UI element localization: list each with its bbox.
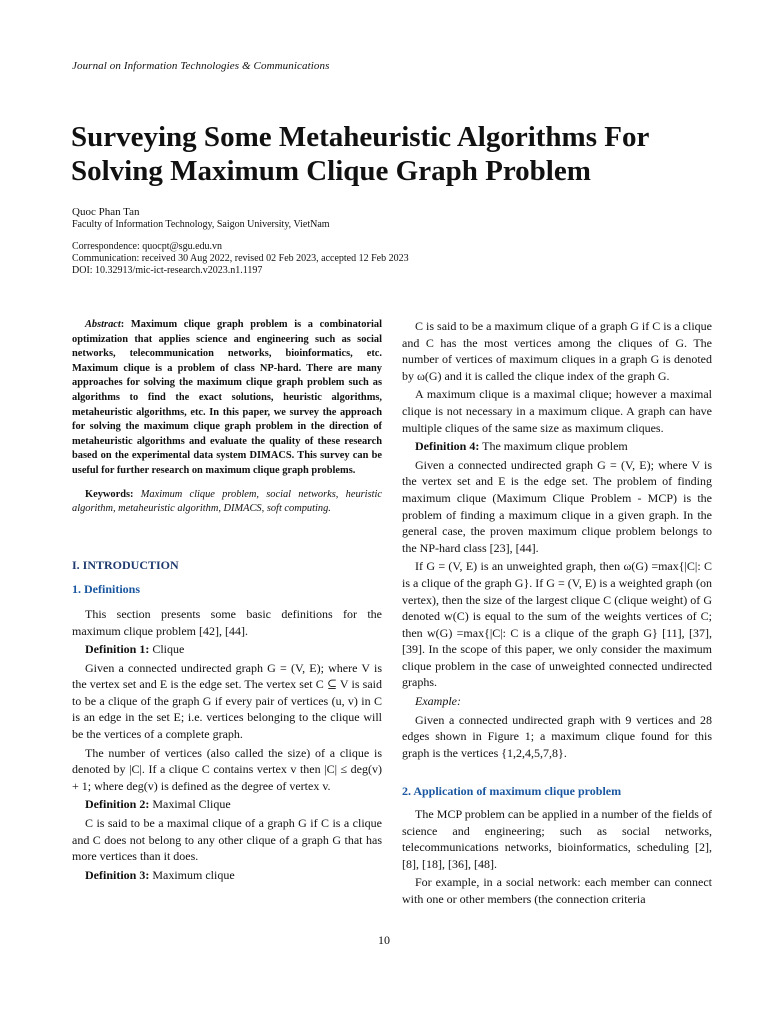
- definition-name: Clique: [152, 642, 185, 657]
- paragraph: For example, in a social network: each member can connect with one or other members (the connection criteria: [402, 875, 712, 906]
- communication-dates: Communication: received 30 Aug 2022, revised 02 Feb 2023, accepted 12 Feb 2023: [72, 253, 409, 264]
- doi: DOI: 10.32913/mic-ict-research.v2023.n1.1197: [72, 265, 263, 276]
- paragraph: C is said to be a maximal clique of a graph G if C is a clique and C does not belong to any other clique of a graph G that has more vertices than it does.: [72, 816, 382, 864]
- abstract: [72, 318, 382, 479]
- keywords: [72, 488, 382, 517]
- abstract-text: : Maximum clique graph problem is a combinatorial optimization that applies science and engineering such as social networks, telecommunication networks, bioinformatics, etc. Maximum clique is a problem of class NP-hard. There are many approaches for solving the maximum clique graph problem such as algorithms to find the exact solutions, heuristic algorithms, metaheuristic algorithms, etc. In this paper, we survey the approach for solving the maximum clique graph problem in the direction of metaheuristic algorithms and evaluate the quality of these research based on the experimental data system DIMACS. This survey can be useful for further research on maximum clique graph problems.: [72, 319, 382, 476]
- left-column: [72, 318, 382, 885]
- keywords-text: Maximum clique problem, social networks, heuristic algorithm, metaheuristic algorithm, DIMACS, soft computing.: [72, 488, 382, 515]
- subsection-heading-application: 2. Application of maximum clique problem: [402, 784, 622, 799]
- paragraph: Given a connected undirected graph G = (V, E); where V is the vertex set and E is the edge set. The vertex set C ⊆ V is said to be a clique of the graph G if every pair of vertices (u, v) in C is an edge in the set E; i.e. vertices belonging to the clique will be the vertices of a complete graph.: [72, 660, 382, 742]
- definition-name: The maximum clique problem: [482, 439, 628, 454]
- section-heading-introduction: I. INTRODUCTION: [72, 557, 179, 572]
- definition-label: Definition 2:: [85, 797, 150, 812]
- paragraph: C is said to be a maximum clique of a graph G if C is a clique and C has the most vertices among the cliques of G. The number of vertices of maximum cliques in a graph G is denoted by ω(G) and it is called the clique index of the graph G.: [402, 319, 712, 383]
- definition-label: Definition 3:: [85, 867, 150, 882]
- paragraph: A maximum clique is a maximal clique; however a maximal clique is not necessary in a maximum clique. A graph can have multiple cliques of the same size as maximum cliques.: [402, 387, 712, 435]
- page-number: 10: [378, 933, 390, 947]
- paragraph: The number of vertices (also called the size) of a clique is denoted by |C|. If a clique C contains vertex v then |C| ≤ deg(v) + 1; where deg(v) is defined as the degree of vertex v.: [72, 745, 382, 793]
- author-block: [72, 206, 409, 277]
- paragraph: Given a connected undirected graph with 9 vertices and 28 edges shown in Figure 1; a maximum clique found for this graph is the vertices {1,2,4,5,7,8}.: [402, 712, 712, 760]
- definition-label: Definition 1:: [85, 642, 150, 657]
- paper-title: Surveying Some Metaheuristic Algorithms For Solving Maximum Clique Graph Problem: [71, 121, 649, 187]
- correspondence: Correspondence: quocpt@sgu.edu.vn: [72, 241, 223, 252]
- paragraph: The MCP problem can be applied in a number of the fields of science and engineering; such as social networks, telecommunications networks, bioinformatics, scheduling [2], [8], [18], [36], [48].: [402, 807, 712, 871]
- keywords-label: Keywords:: [85, 488, 134, 500]
- journal-name: Journal on Information Technologies & Communications: [72, 60, 330, 72]
- definition-label: Definition 4:: [415, 439, 480, 454]
- definition-name: Maximal Clique: [152, 797, 231, 812]
- author-name: Quoc Phan Tan: [72, 206, 140, 218]
- right-column: [402, 318, 712, 910]
- example-label: Example:: [415, 694, 461, 709]
- author-affiliation: Faculty of Information Technology, Saigon University, VietNam: [72, 219, 330, 230]
- definition-name: Maximum clique: [152, 867, 235, 882]
- paragraph: If G = (V, E) is an unweighted graph, then ω(G) =max{|C|: C is a clique of the graph G}. If G = (V, E) is a weighted graph (on vertex), then the size of the largest clique C (clique weight) of G denoted w(C) is equal to the sum of the weights vertices of C; then w(G) =max{|C|: C is a clique of the graph G} [11], [37], [39]. In the scope of this paper, we only consider the maximum clique problem in the case of unweighted connected undirected graphs.: [402, 559, 712, 690]
- paragraph: Given a connected undirected graph G = (V, E); where V is the vertex set and E is the edge set. The problem of finding maximum clique (Maximum Clique Problem - MCP) is the problem of finding a maximum clique in a given graph. In the general case, the proven maximum clique problem belongs to the NP-hard class [23], [44].: [402, 457, 712, 555]
- abstract-label: Abstract: [85, 319, 121, 330]
- definition-3-heading: [72, 867, 382, 884]
- subsection-heading-definitions: 1. Definitions: [72, 582, 141, 597]
- paragraph: This section presents some basic definitions for the maximum clique problem [42], [44].: [72, 606, 382, 638]
- definition-4-heading: [402, 438, 712, 455]
- definition-1-heading: [72, 641, 382, 658]
- definition-2-heading: [72, 796, 382, 813]
